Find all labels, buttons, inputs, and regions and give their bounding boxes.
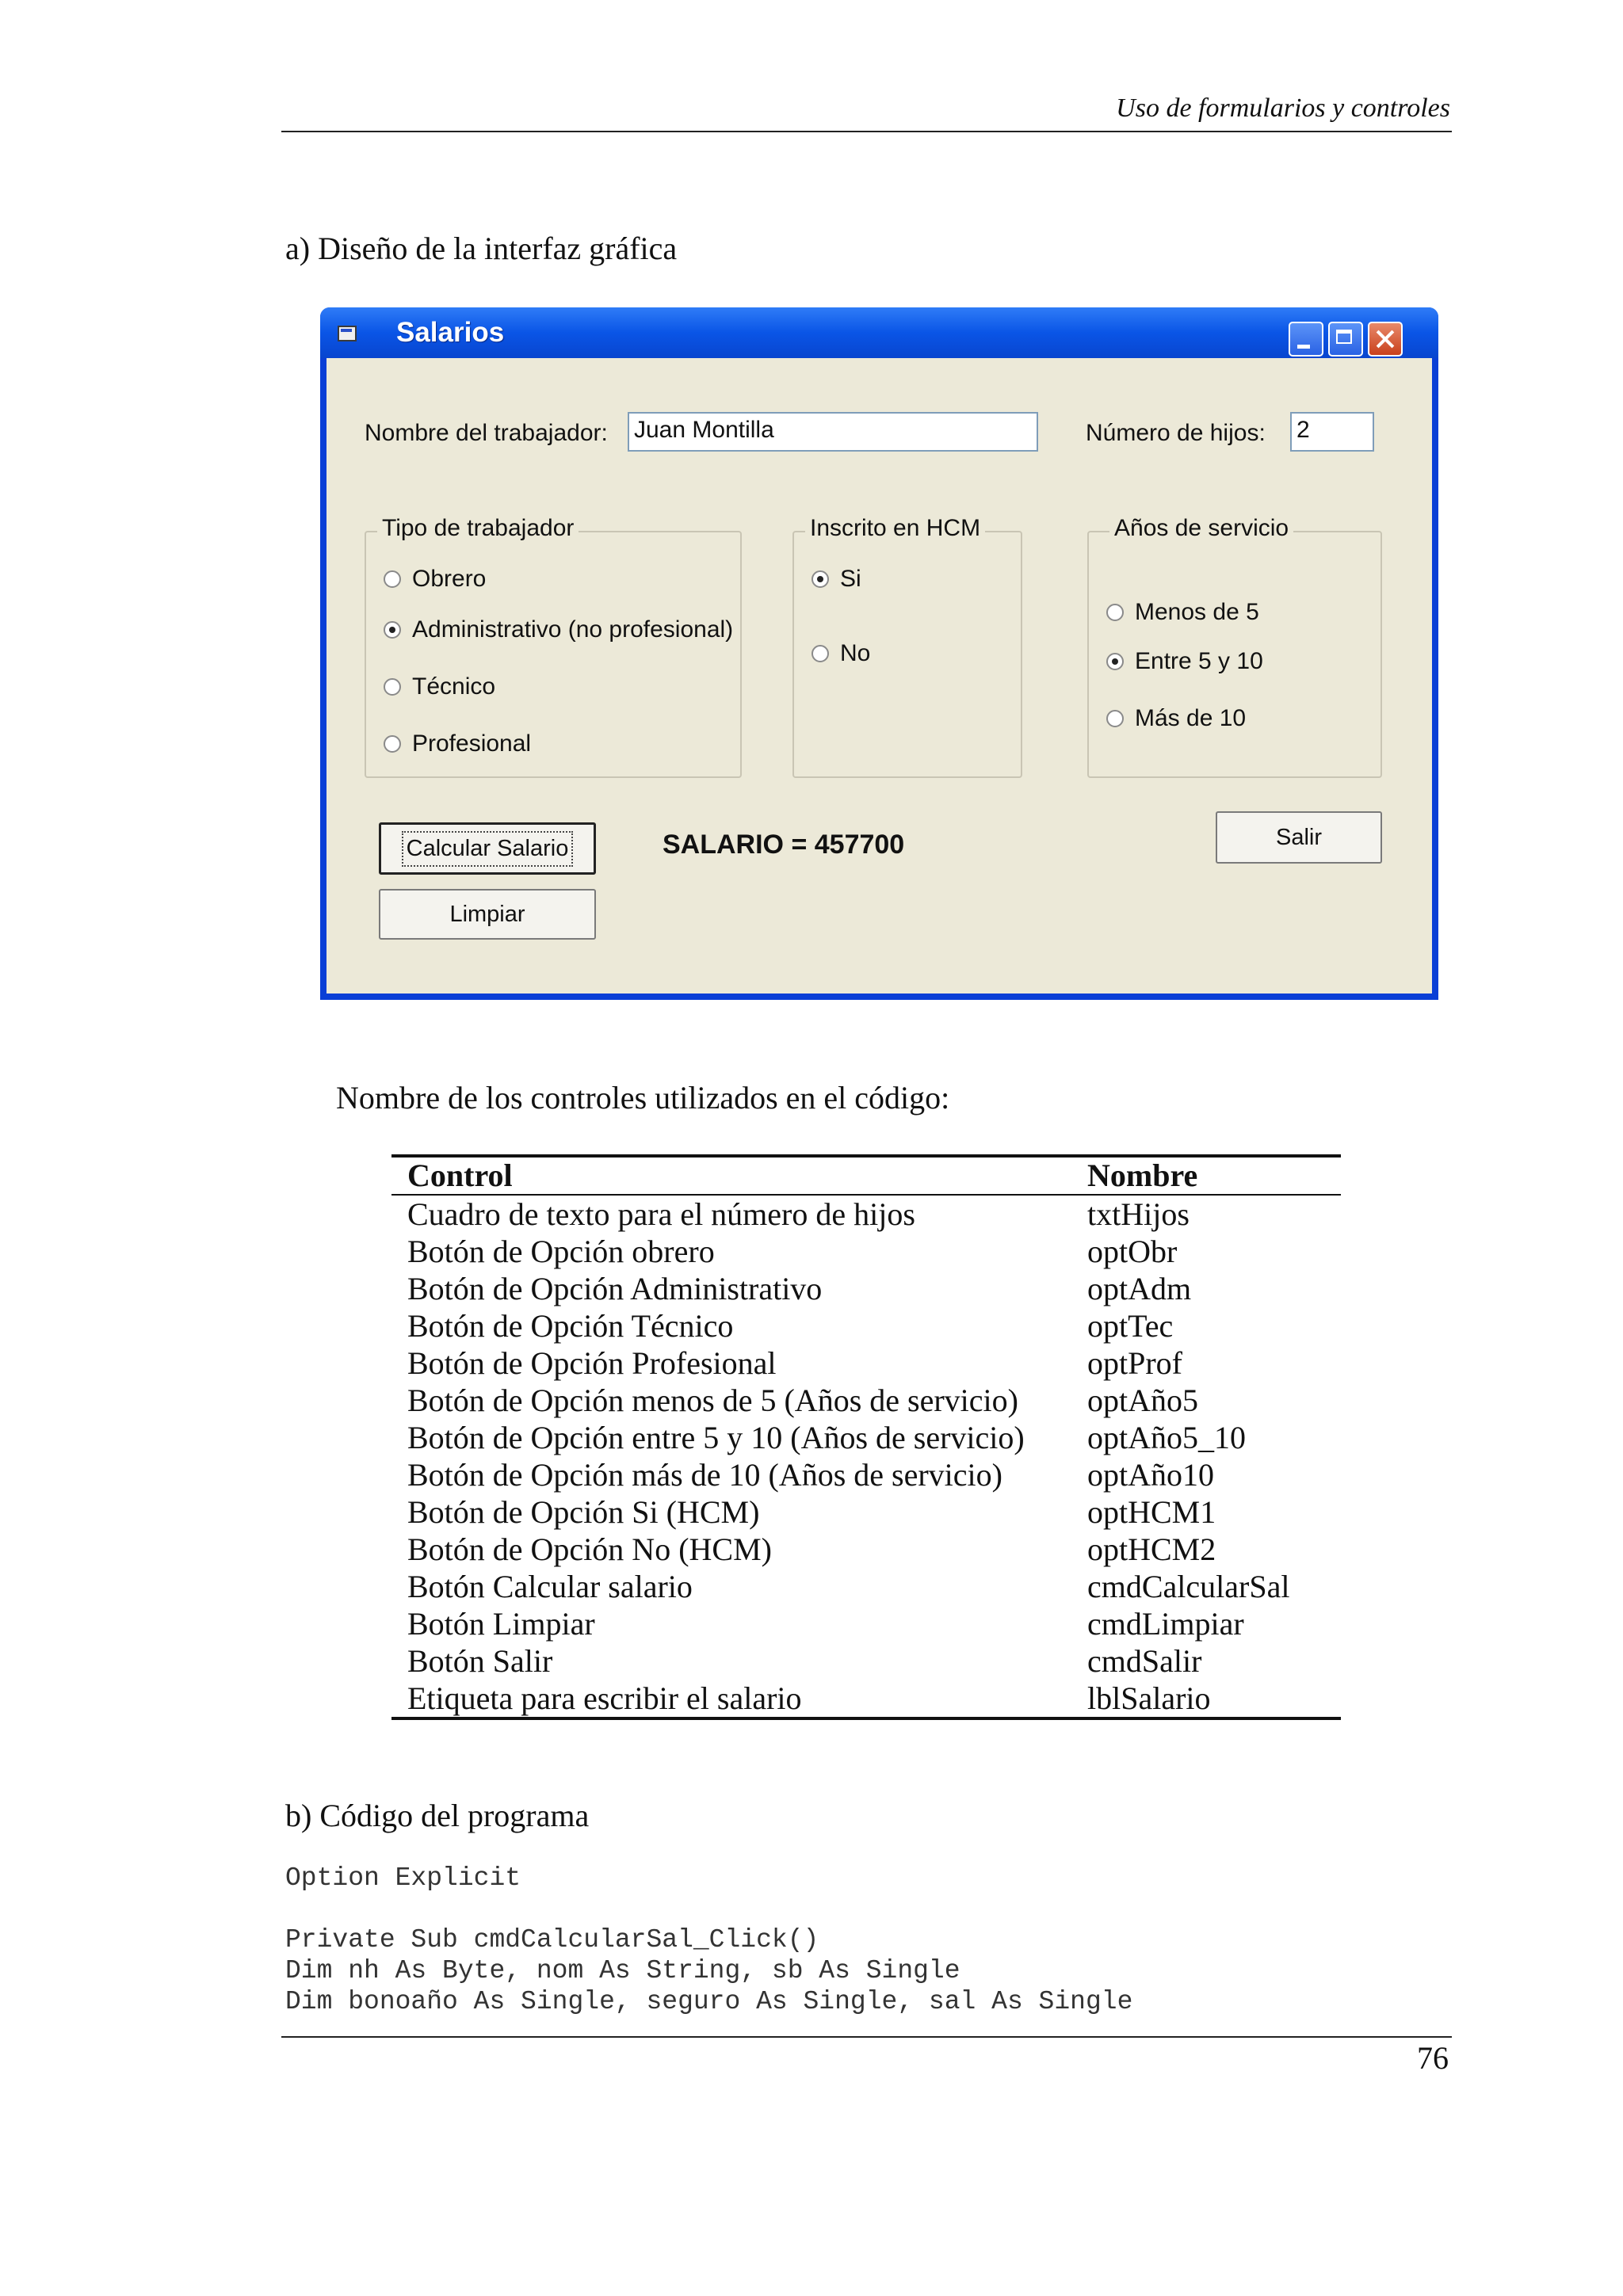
table-row	[391, 1531, 1341, 1568]
name-cell: optHCM1	[1087, 1494, 1216, 1530]
control-cell: Cuadro de texto para el número de hijos	[407, 1196, 915, 1232]
running-head: Uso de formularios y controles	[1116, 93, 1450, 123]
control-cell: Botón de Opción menos de 5 (Años de servicio)	[407, 1383, 1018, 1418]
radio-menos-5[interactable]	[1106, 599, 1259, 626]
section-b-heading: b) Código del programa	[285, 1798, 590, 1833]
radio-tecnico[interactable]	[384, 673, 495, 700]
radio-administrativo-dot	[384, 621, 401, 639]
window-client-area	[327, 358, 1432, 994]
clear-button[interactable]	[379, 889, 596, 940]
table-intro: Nombre de los controles utilizados en el código:	[336, 1080, 950, 1116]
years-group	[1087, 515, 1382, 778]
radio-administrativo[interactable]	[384, 616, 733, 643]
name-cell: optAño5_10	[1087, 1420, 1246, 1455]
minimize-icon[interactable]	[1289, 322, 1323, 357]
table-row	[391, 1605, 1341, 1642]
radio-obrero-dot	[384, 570, 401, 588]
name-cell: optAño10	[1087, 1457, 1214, 1493]
radio-menos-5-label: Menos de 5	[1135, 599, 1259, 625]
table-row	[391, 1270, 1341, 1307]
table-row	[391, 1642, 1341, 1680]
control-cell: Botón de Opción Técnico	[407, 1308, 734, 1344]
exit-button-label: Salir	[1275, 824, 1322, 850]
worker-type-title: Tipo de trabajador	[377, 515, 579, 542]
radio-mas-10-label: Más de 10	[1135, 705, 1247, 731]
salarios-window	[320, 307, 1438, 1000]
header-rule	[281, 131, 1452, 132]
name-cell: optAdm	[1087, 1271, 1192, 1306]
table-row	[391, 1419, 1341, 1456]
exit-button[interactable]	[1216, 811, 1382, 864]
radio-hcm-no-dot	[812, 645, 829, 662]
controls-table	[391, 1154, 1341, 1720]
radio-hcm-no-label: No	[840, 640, 871, 666]
name-cell: optTec	[1087, 1308, 1174, 1344]
close-icon[interactable]	[1368, 322, 1403, 357]
name-cell: txtHijos	[1087, 1196, 1190, 1232]
radio-hcm-si-dot	[812, 570, 829, 588]
radio-hcm-si-label: Si	[840, 566, 861, 592]
children-label: Número de hijos:	[1086, 420, 1266, 446]
radio-menos-5-dot	[1106, 604, 1124, 621]
name-cell: optProf	[1087, 1345, 1182, 1381]
hcm-title: Inscrito en HCM	[805, 515, 985, 542]
window-titlebar[interactable]	[320, 307, 1438, 358]
control-cell: Botón de Opción No (HCM)	[407, 1531, 772, 1567]
section-a-heading: a) Diseño de la interfaz gráfica	[285, 231, 678, 266]
salary-label: SALARIO = 457700	[663, 830, 905, 860]
control-cell: Botón de Opción más de 10 (Años de servicio)	[407, 1457, 1002, 1493]
hcm-group	[792, 515, 1022, 778]
control-cell: Botón de Opción Si (HCM)	[407, 1494, 760, 1530]
radio-profesional[interactable]	[384, 730, 531, 757]
code-line: Option Explicit	[285, 1863, 521, 1893]
table-header-row	[391, 1156, 1341, 1195]
name-cell: cmdCalcularSal	[1087, 1569, 1290, 1604]
radio-mas-10[interactable]	[1106, 705, 1246, 732]
calculate-salary-button[interactable]	[379, 822, 596, 875]
app-icon	[338, 326, 357, 341]
window-title: Salarios	[396, 317, 505, 348]
clear-button-label: Limpiar	[449, 901, 525, 927]
control-cell: Botón Salir	[407, 1643, 553, 1679]
radio-obrero-label: Obrero	[412, 566, 487, 592]
table-row	[391, 1195, 1341, 1233]
page-number: 76	[1417, 2040, 1449, 2076]
table-row	[391, 1568, 1341, 1605]
radio-entre-5-10-dot	[1106, 653, 1124, 670]
table-row	[391, 1233, 1341, 1270]
radio-profesional-dot	[384, 735, 401, 753]
code-line: Dim bonoaño As Single, seguro As Single, sal As Single	[285, 1987, 1133, 2016]
radio-hcm-no[interactable]	[812, 640, 870, 667]
table-row	[391, 1680, 1341, 1718]
control-cell: Botón de Opción Profesional	[407, 1345, 777, 1381]
radio-administrativo-label: Administrativo (no profesional)	[412, 616, 734, 643]
radio-obrero[interactable]	[384, 566, 486, 593]
name-cell: lblSalario	[1087, 1680, 1211, 1716]
header-nombre: Nombre	[1087, 1158, 1198, 1193]
name-cell: cmdSalir	[1087, 1643, 1202, 1679]
radio-entre-5-10-label: Entre 5 y 10	[1135, 648, 1263, 674]
header-control: Control	[407, 1158, 513, 1193]
code-line: Private Sub cmdCalcularSal_Click()	[285, 1925, 819, 1955]
maximize-icon[interactable]	[1328, 322, 1363, 357]
table-row	[391, 1344, 1341, 1382]
table-row	[391, 1456, 1341, 1493]
table-row	[391, 1382, 1341, 1419]
radio-tecnico-label: Técnico	[412, 673, 496, 700]
control-cell: Botón de Opción obrero	[407, 1234, 715, 1269]
control-cell: Etiqueta para escribir el salario	[407, 1680, 802, 1716]
control-cell: Botón Limpiar	[407, 1606, 595, 1642]
years-title: Años de servicio	[1109, 515, 1293, 542]
radio-mas-10-dot	[1106, 710, 1124, 727]
children-value: 2	[1296, 417, 1310, 443]
footer-rule	[281, 2036, 1452, 2038]
worker-name-label: Nombre del trabajador:	[365, 420, 608, 446]
table-row	[391, 1493, 1341, 1531]
code-line: Dim nh As Byte, nom As String, sb As Single	[285, 1956, 960, 1985]
table-row	[391, 1307, 1341, 1344]
name-cell: optObr	[1087, 1234, 1178, 1269]
control-cell: Botón Calcular salario	[407, 1569, 693, 1604]
control-cell: Botón de Opción entre 5 y 10 (Años de servicio)	[407, 1420, 1025, 1455]
name-cell: optHCM2	[1087, 1531, 1216, 1567]
worker-type-group	[365, 515, 742, 778]
radio-entre-5-10[interactable]	[1106, 648, 1263, 675]
children-input[interactable]	[1290, 412, 1374, 452]
worker-name-value: Juan Montilla	[634, 417, 774, 443]
radio-hcm-si[interactable]	[812, 566, 861, 593]
radio-tecnico-dot	[384, 678, 401, 696]
name-cell: cmdLimpiar	[1087, 1606, 1244, 1642]
worker-name-input[interactable]	[628, 412, 1038, 452]
calculate-salary-label: Calcular Salario	[406, 835, 569, 861]
control-cell: Botón de Opción Administrativo	[407, 1271, 823, 1306]
radio-profesional-label: Profesional	[412, 730, 532, 757]
name-cell: optAño5	[1087, 1383, 1198, 1418]
